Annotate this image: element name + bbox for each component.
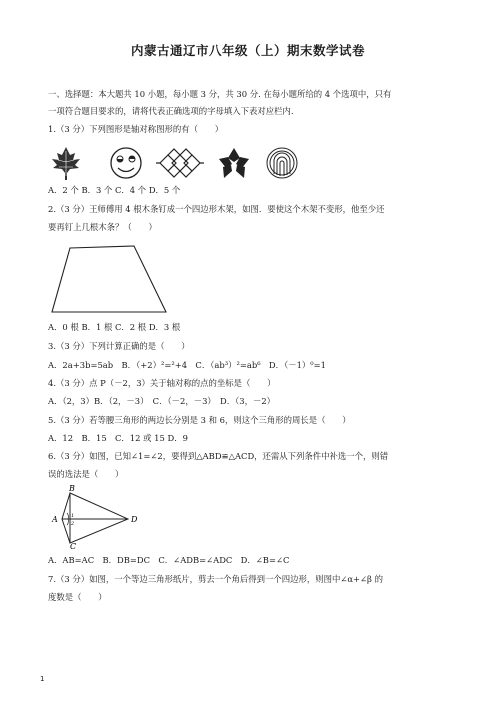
q2-options: A．0 根 B．1 根 C．2 根 D．3 根 <box>48 322 181 332</box>
petal-star-icon <box>219 148 249 178</box>
q7-stem-line2: 度数是（ ） <box>48 592 107 602</box>
q5-stem: 5.（3 分）若等腰三角形的两边长分别是 3 和 6，则这个三角形的周长是（ ） <box>48 415 351 425</box>
q6-label-2: 2 <box>71 521 75 527</box>
q2-quadrilateral-figure <box>48 240 168 322</box>
q6-label-b: B <box>69 484 75 493</box>
q6-label-d: D <box>131 515 138 524</box>
section-instructions-line2: 一项符合题目要求的，请将代表正确选项的字母填入下表对应栏内. <box>48 106 294 116</box>
page-title: 内蒙古通辽市八年级（上）期末数学试卷 <box>130 43 365 58</box>
q5-options: A．12 B．15 C．12 或 15 D．9 <box>48 433 188 443</box>
q3-stem: 3.（3 分）下列计算正确的是（ ） <box>48 341 190 351</box>
q4-stem: 4.（3 分）点 P（－2，3）关于轴对称的点的坐标是（ ） <box>48 378 276 388</box>
yin-yang-face-icon <box>111 148 141 178</box>
page-number: 1 <box>40 675 45 683</box>
q6-triangle-figure <box>48 483 148 553</box>
q1-stem: 1.（3 分）下列图形是轴对称图形的有（ ） <box>48 124 224 134</box>
q6-options: A．AB=AC B．DB=DC C．∠ADB=∠ADC D．∠B=∠C <box>48 555 290 565</box>
q4-options: A．（2，3）B．（2，－3） C．（－2，－3） D．（3，－2） <box>48 396 276 406</box>
q3-options: A．2a+3b=5ab B．（+2）²=²+4 C．（ab³）²=ab⁶ D．（－1）⁰=1 <box>48 360 326 370</box>
maple-leaf-icon <box>52 147 80 180</box>
q6-stem-line1: 6.（3 分）如图，已知∠1=∠2，要得到△ABD≌△ACD，还需从下列条件中补选一个，则错 <box>48 451 389 461</box>
q6-label-c: C <box>70 542 77 549</box>
q2-stem-line2: 要再钉上几根木条？（ ） <box>48 222 157 232</box>
knot-icon <box>156 149 204 177</box>
circle-arches-icon <box>267 148 297 178</box>
q7-stem-line1: 7.（3 分）如图，一个等边三角形纸片，剪去一个角后得到一个四边形，则图中∠α+∠β 的 <box>48 574 383 584</box>
q2-stem-line1: 2.（3 分）王师傅用 4 根木条钉成一个四边形木架，如图．要使这个木架不变形，他至少还 <box>48 204 385 214</box>
q1-options: A．2 个 B．3 个 C．4 个 D．5 个 <box>48 185 181 195</box>
section-instructions-line1: 一、选择题：本大题共 10 小题，每小题 3 分，共 30 分. 在每小题所给的 4 个选项中，只有 <box>48 89 392 99</box>
q6-label-1: 1 <box>71 513 75 519</box>
q6-label-a: A <box>52 515 58 524</box>
q1-figures <box>48 146 308 186</box>
q6-stem-line2: 误的选法是（ ） <box>48 469 124 479</box>
